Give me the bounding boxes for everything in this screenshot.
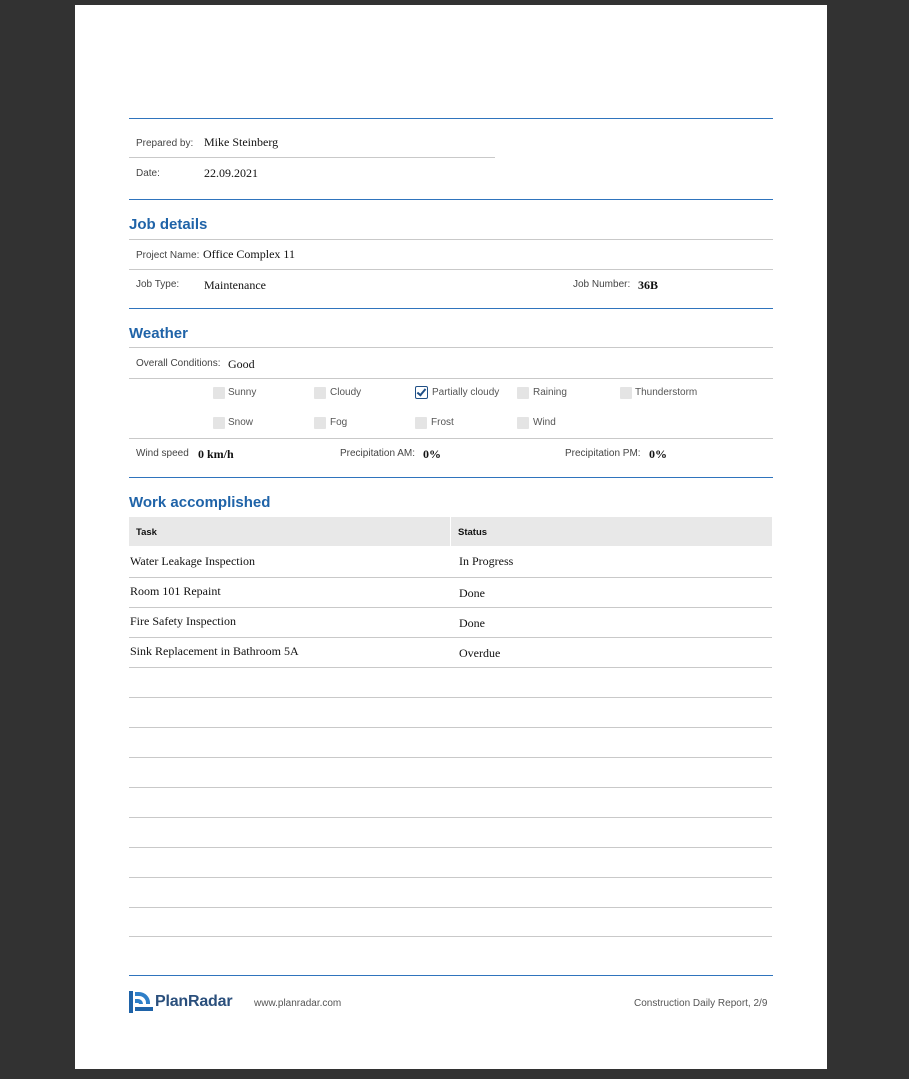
table-row-rule — [129, 607, 772, 608]
partially-cloudy-checkbox[interactable] — [415, 386, 428, 399]
cloudy-label: Cloudy — [330, 387, 362, 398]
project-name-value: Office Complex 11 — [203, 247, 295, 261]
table-row-task: Water Leakage Inspection — [130, 554, 255, 568]
planradar-logo-icon — [129, 991, 153, 1013]
column-header-task: Task — [136, 527, 157, 538]
weather-rule-3 — [129, 438, 773, 439]
report-page — [75, 5, 827, 1069]
planradar-brand: PlanRadar — [155, 993, 233, 1010]
weather-rule-2 — [129, 378, 773, 379]
precipitation-pm-value: 0% — [649, 447, 667, 461]
overall-conditions-value: Good — [228, 357, 255, 371]
job-details-rule-1 — [129, 239, 773, 240]
sunny-label: Sunny — [228, 387, 257, 398]
empty-row-rule — [129, 817, 772, 818]
partially-cloudy-label: Partially cloudy — [432, 387, 500, 398]
prepared-by-value: Mike Steinberg — [204, 135, 279, 149]
snow-checkbox[interactable] — [213, 417, 225, 429]
fog-checkbox[interactable] — [314, 417, 326, 429]
table-row-status: Overdue — [459, 646, 501, 660]
header-top-rule — [129, 118, 773, 119]
sunny-checkbox[interactable] — [213, 387, 225, 399]
empty-row-rule — [129, 936, 772, 937]
date-value: 22.09.2021 — [204, 166, 258, 180]
job-details-title: Job details — [129, 216, 208, 233]
footer-rule — [129, 975, 773, 976]
weather-rule-1 — [129, 347, 773, 348]
header-bottom-rule — [129, 199, 773, 200]
table-row-status: Done — [459, 616, 485, 630]
thunderstorm-checkbox[interactable] — [620, 387, 632, 399]
work-accomplished-title: Work accomplished — [129, 494, 271, 511]
prepared-by-label: Prepared by: — [136, 138, 194, 149]
wind-checkbox[interactable] — [517, 417, 529, 429]
table-header-divider — [450, 517, 451, 546]
precipitation-pm-label: Precipitation PM: — [565, 448, 641, 459]
date-label: Date: — [136, 168, 160, 179]
column-header-status: Status — [458, 527, 488, 538]
wind-speed-label: Wind speed — [136, 448, 189, 459]
footer-url[interactable]: www.planradar.com — [254, 998, 342, 1009]
wind-speed-value: 0 km/h — [198, 447, 234, 461]
empty-row-rule — [129, 907, 772, 908]
frost-label: Frost — [431, 417, 454, 428]
table-row-rule — [129, 577, 772, 578]
table-row-status: In Progress — [459, 554, 514, 568]
table-row-status: Done — [459, 586, 485, 600]
job-details-rule-2 — [129, 269, 773, 270]
table-row-rule — [129, 637, 772, 638]
precipitation-am-label: Precipitation AM: — [340, 448, 416, 459]
weather-title: Weather — [129, 325, 188, 342]
empty-row-rule — [129, 787, 772, 788]
footer-report-page: Construction Daily Report, 2/9 — [634, 998, 768, 1009]
job-type-value: Maintenance — [204, 278, 266, 292]
project-name-label: Project Name: — [136, 250, 200, 261]
job-number-label: Job Number: — [573, 279, 631, 290]
fog-label: Fog — [330, 417, 348, 428]
table-row-rule — [129, 667, 772, 668]
empty-row-rule — [129, 727, 772, 728]
job-details-bottom-rule — [129, 308, 773, 309]
empty-row-rule — [129, 877, 772, 878]
table-row-task: Fire Safety Inspection — [130, 614, 236, 628]
raining-checkbox[interactable] — [517, 387, 529, 399]
empty-row-rule — [129, 847, 772, 848]
frost-checkbox[interactable] — [415, 417, 427, 429]
thunderstorm-label: Thunderstorm — [635, 387, 698, 398]
overall-conditions-label: Overall Conditions: — [136, 358, 221, 369]
snow-label: Snow — [228, 417, 254, 428]
empty-row-rule — [129, 697, 772, 698]
raining-label: Raining — [533, 387, 567, 398]
job-type-label: Job Type: — [136, 279, 180, 290]
cloudy-checkbox[interactable] — [314, 387, 326, 399]
empty-row-rule — [129, 757, 772, 758]
prepared-by-rule — [129, 157, 495, 158]
table-row-task: Room 101 Repaint — [130, 584, 221, 598]
job-number-value: 36B — [638, 278, 659, 292]
wind-label: Wind — [533, 417, 556, 428]
table-row-task: Sink Replacement in Bathroom 5A — [130, 644, 299, 658]
weather-bottom-rule — [129, 477, 773, 478]
precipitation-am-value: 0% — [423, 447, 441, 461]
